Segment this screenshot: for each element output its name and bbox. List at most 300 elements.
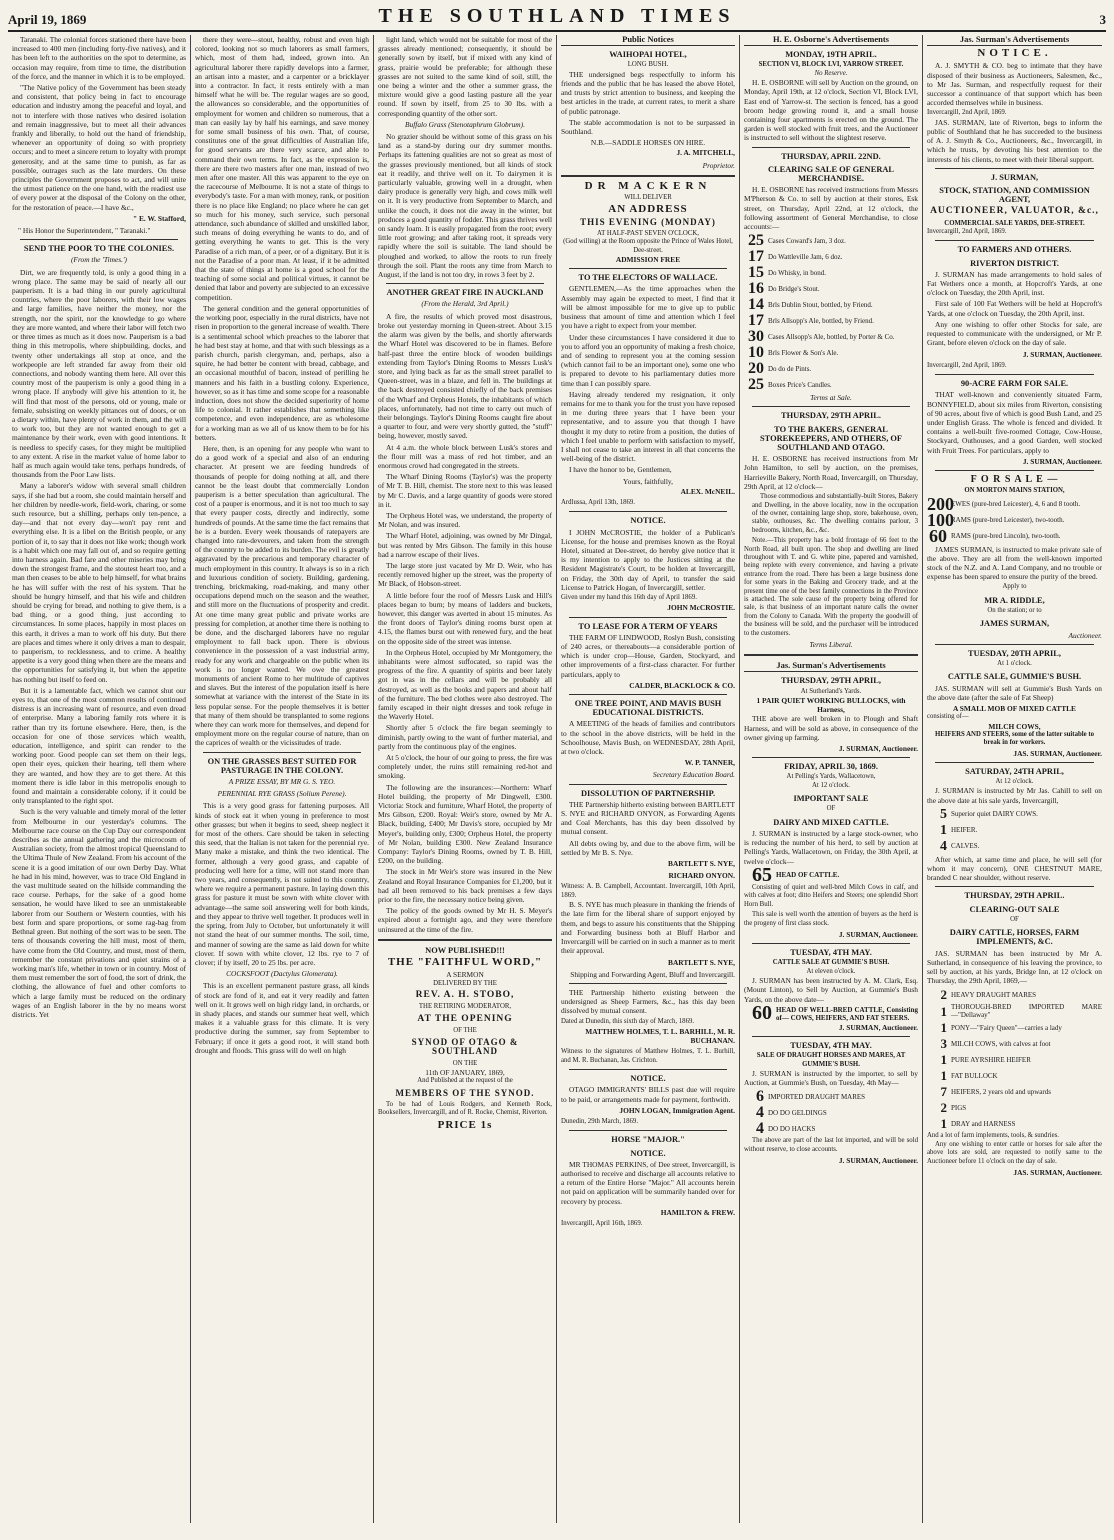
ad-paragraph: THE above are well broken in to Plough and Shaft Harness, and will be sold as above, in consequence of the owner giving up farming. xyxy=(744,714,918,742)
ad-paragraph: H. E. OSBORNE has received instructions from Mr John Hamilton, to sell by auction, on the premises, Harrieville Bakery, North Road, Invercargill, on Thursday, 29th April, at 12 o'clock— xyxy=(744,454,918,491)
lot-item xyxy=(744,297,918,312)
signature-title: Proprietor. xyxy=(702,160,735,170)
sale-location: At Sutherland's Yards. xyxy=(800,687,862,695)
divider xyxy=(561,175,735,177)
lot-quantity: 3 xyxy=(940,1036,947,1052)
lot-item xyxy=(927,1020,1102,1035)
lot-quantity: 1 xyxy=(940,1116,947,1132)
divider xyxy=(935,168,1094,169)
sale-date: TUESDAY, 4TH MAY. xyxy=(790,1040,872,1050)
ad-paragraph: J. SURMAN is instructed by a large stock-owner, who is reducing the number of his herd, to sell by auction at Pelling's Yards, Wallacetown, on Friday, the 30th April, at twelve o'clock— xyxy=(744,829,918,866)
lot-description: Brls Dublin Stout, bottled, by Friend. xyxy=(768,300,873,309)
sale-date: TUESDAY, 4TH MAY. xyxy=(790,948,872,958)
lot-description: CALVES. xyxy=(951,842,980,851)
sale-date: THURSDAY, 29TH APRIL, xyxy=(781,676,881,686)
lot-item xyxy=(744,281,918,296)
signature: J. SURMAN, Auctioneer. xyxy=(838,744,918,754)
column-header: Jas. Surman's Advertisements xyxy=(744,661,918,672)
masthead xyxy=(8,6,1106,32)
sale-note: No Reserve. xyxy=(814,69,848,77)
ad-line: ON THE xyxy=(452,1059,478,1067)
ad-paragraph: J. SURMAN is instructed by the importer, to sell by Auction, at Gummie's Bush, on Tuesday, 4th May— xyxy=(744,1068,918,1088)
divider xyxy=(569,268,727,269)
column-1 xyxy=(8,35,191,1523)
ad-heading: AUCTIONEER, VALUATOR, &c., xyxy=(930,206,1099,217)
signature: J. SURMAN, Auctioneer. xyxy=(838,1022,918,1032)
divider xyxy=(569,983,727,984)
divider xyxy=(752,757,910,758)
article-paragraph: This is an excellent permanent pasture grass, all kinds of stock are fond of it, and eat it very readily and fatten well on it. It grows well on high ridgy land, in orchards, or in shady places, and stands our summer heat well, which makes it a valuable grass for this climate. It is very productive during the summer, say from September to February; if once it gets a good root, it will stand both drought and floods. This grass will do well on high xyxy=(195,981,369,1055)
ad-line: N.B.—SADDLE HORSES ON HIRE. xyxy=(590,138,706,148)
signature: JOHN McCROSTIE. xyxy=(667,603,735,613)
sale-date: THURSDAY, 29TH APRIL. xyxy=(781,411,881,421)
lot-description: Brls Flower & Son's Ale. xyxy=(768,348,839,357)
ad-heading: NOTICE. xyxy=(630,1074,666,1084)
ad-line: (God willing) at the Room opposite the Prince of Wales Hotel, Dee-street. xyxy=(563,238,733,254)
sale-time: At 12 o'clock. xyxy=(811,781,851,789)
divider xyxy=(20,239,178,240)
lot-quantity: 200 xyxy=(927,493,954,514)
article-source: (From the Herald, 3rd April.) xyxy=(421,299,509,309)
sale-title: DAIRY CATTLE, HORSES, FARM IMPLEMENTS, &C. xyxy=(949,928,1080,947)
ad-line: AT THE OPENING xyxy=(417,1013,513,1024)
ad-paragraph: H. E. OSBORNE will sell by Auction on the ground, on Monday, April 19th, at 12 o'clock, Section VI, Block LVI, East end of Yarrow-st. The section is fenced, has a good broom hedge growing round it, and a small house containing four apartments is erected on the ground. The garden is well stocked with fruit trees, and the Auctioneer is instructed to sell without the slightest reserve. xyxy=(744,78,918,143)
lot-description: THOROUGH-BRED IMPORTED MARE—"Dellaway" xyxy=(951,1003,1102,1020)
divider xyxy=(386,283,544,284)
lot-description: RAMS (pure-bred Leicester), two-tooth. xyxy=(951,516,1065,525)
article-paragraph: In the Orpheus Hotel, occupied by Mr Montgomery, the inhabitants were almost suffocated, so rapid was the progress of the fire. A quantity of spirits and beer lately got in was in the cellars and will be probably all destroyed, as well as the books and papers and about half of the furniture. The bed clothes were also destroyed. The family escaped in their night dresses and took refuge in the Waverly Hotel. xyxy=(378,647,552,722)
signature: J. A. MITCHELL, xyxy=(676,148,735,158)
article-paragraph: Here, then, is an opening for any people who want to do a good work of a special and also of an enduring character. At present we are feeding hundreds of thousands of people for doing nothing at all, and there cannot be the least doubt that commercially London pauperism is a better speculation than agricultural. The cost of a pauper is enormous, and it is not too much to say that every pauper costs, directly and indirectly, some hundreds of pounds. At the same time the fact remains that he is a burden. Every week thousands of ratepayers are changed into rate-devourers, and taken from the strength of the country to be added to its burden. The evil is greatly aggravated by the precarious and temporary character of much employment in this country. It always is so in a rich and luxurious condition of society. Building, gardening, trenching, brickmaking, road-making, and many other occupations depend much on the season and the weather, and still more on the fluctuations of prosperity and credit. At one time many great public and private works are pressing for completion, at another time there is nothing to be done, and the discharged laborers have no regular employment to fall back upon. There is obvious convenience in the possession of a vast industrial army, ready for any work and chargeable on the public when its work is no longer wanted. We owe the greatest monuments of ancient Rome to her multitude of captives and slaves. But the interest of the population itself is here somewhat at variance with the interest of the State in its less popular sense. For the people themselves it is better that many of them should be transplanted to some regions where they can work more for themselves, and depend for employment more on the regular course of nature, than on the caprices of wealth or the vicissitudes of trade. xyxy=(195,443,369,748)
lot-quantity: 30 xyxy=(748,328,764,346)
lot-quantity: 1 xyxy=(940,1003,947,1019)
ad-heading: TO THE ELECTORS OF WALLACE. xyxy=(578,273,718,283)
ad-line: REV. A. H. STOBO, xyxy=(415,989,515,1000)
lot-quantity: 7 xyxy=(940,1084,947,1100)
lot-quantity: 60 xyxy=(752,1002,772,1025)
ad-paragraph: I have the honor to be, Gentlemen, xyxy=(569,465,672,475)
section-heading: PERENNIAL RYE GRASS (Solium Perene). xyxy=(217,789,347,799)
lot-item xyxy=(744,1002,918,1025)
sale-time: At 1 o'clock. xyxy=(997,659,1032,667)
sale-title: SALE OF DRAUGHT HORSES AND MARES, AT GUMMIE'S BUSH. xyxy=(756,1052,906,1068)
ad-line: A SMALL MOB OF MIXED CATTLE xyxy=(953,704,1076,713)
ad-line: SYNOD OF OTAGO & SOUTHLAND xyxy=(411,1037,519,1057)
ad-paragraph: A MEETING of the heads of families and contributors to the school in the above districts, will be held in the Schoolhouse, Mavis Bush, on WEDNESDAY, 28th April, at two o'clock. xyxy=(561,719,735,757)
ad-subheading: LONG BUSH. xyxy=(627,61,669,69)
ad-line: Yours, faithfully, xyxy=(623,476,673,486)
signature: BARTLETT S. NYE, xyxy=(668,859,735,869)
section-heading: COCKSFOOT (Dactylus Glomerata). xyxy=(226,969,338,979)
sale-title: SECTION VI, BLOCK LVI, YARROW STREET. xyxy=(758,61,904,69)
ad-line: ADMISSION FREE xyxy=(615,255,681,265)
signature: HAMILTON & FREW. xyxy=(660,1207,735,1217)
lot-list xyxy=(927,987,1102,1131)
ad-heading: TO FARMERS AND OTHERS. xyxy=(957,245,1072,255)
column-header: Jas. Surman's Advertisements xyxy=(927,35,1102,46)
lot-quantity: 16 xyxy=(748,280,764,298)
lot-quantity: 10 xyxy=(748,344,764,362)
column-header: Public Notices xyxy=(561,35,735,46)
divider xyxy=(203,752,361,753)
lot-description: Superior quiet DAIRY COWS. xyxy=(951,810,1038,819)
ad-line: On the station; or to xyxy=(987,606,1042,614)
ad-paragraph: JAS. SURMAN will sell at Gummie's Bush Yards on the above date (after the sale of Fat Sheep) xyxy=(927,683,1102,702)
lot-item xyxy=(744,863,918,886)
ad-paragraph: J. SURMAN is instructed by Mr Jas. Cahill to sell on the above date at his sale yards, Invercargill, xyxy=(927,786,1102,805)
article-paragraph: "The Native policy of the Government has been steady and consistent, that policy being in fact to encourage education and industry among the peaceful and loyal, and not to interfere with those natives who desired isolation and remain inaggressive, but to meet all their advances frankly and liberally, to hold out the hand of friendship, whenever an opportunity of doing so with propriety occurs; and to meet a sincere return to loyalty with prompt generosity, and at the same time to punish, as far as possible, outrages such as the late murders. On these principles the Government proposes to act, and will unite the utmost patience on the one hand, with the readiest use of every power at the disposal of the Colony on the other, for the restoration of peace.—I have &c., xyxy=(12,83,186,212)
lot-item xyxy=(927,823,1102,838)
lot-item xyxy=(744,233,918,248)
sale-title: 1 PAIR QUIET WORKING BULLOCKS, with Harness, xyxy=(756,696,906,715)
column-2 xyxy=(191,35,374,1523)
page-number: 3 xyxy=(1099,12,1106,27)
sale-time: At 12 o'clock. xyxy=(995,778,1034,786)
lot-description: Do Whisky, in bond. xyxy=(768,268,826,277)
ad-heading: NOTICE. xyxy=(630,1148,666,1158)
lot-quantity: 2 xyxy=(940,1100,947,1116)
ad-line: And Published at the request of the xyxy=(417,1077,513,1085)
lot-item xyxy=(927,987,1102,1002)
ad-date: Invercargill, 2nd April, 1869. xyxy=(927,361,1007,369)
issue-date: April 19, 1869 xyxy=(8,12,87,27)
lot-description: Do Bridge's Stout. xyxy=(768,284,820,293)
lot-item xyxy=(744,361,918,376)
ad-paragraph: The stable accommodation is not to be surpassed in Southland. xyxy=(561,117,735,137)
column-3 xyxy=(374,35,557,1523)
ad-paragraph: Consisting of quiet and well-bred Milch Cows in calf, and with calves at foot; ditto Heifers and Steers; one splendid Short Horn Bull. xyxy=(744,883,918,908)
lot-quantity: 15 xyxy=(748,264,764,282)
article-paragraph: Many a laborer's widow with several small children says, if she had but a room, she could maintain herself and her children by needle-work, field-work, charing, or some such resource, but a shilling, perhaps only ten-pence, a day—and that not every day—won't pay rent and everything else. It is a libel on the British people, or any portion of it, to say that it does not like work; though work is a habit which one may fall out of, and so require getting into harness again. Bad fare and other miseries may bring down the strongest frame, and the stoutest heart too, and a man then ceases to be able to help himself, for what brains he has will suffer with the rest of his system. That he should be hungry himself, and that his wife and children should be crying for bread, and nothing to give them, is a bad thing, or a good thing, just according to circumstances. In some places, happily in most places on this earth, it drives a man to work off his duty. But there are places and times where it only drives a man to despair, to pauperism, to recklessness, and to crime. A healthy appetite is a very good thing when there are the means and the opportunities for satisfying it, but when the appetite has nothing but itself to feed on. xyxy=(12,481,186,684)
lot-item xyxy=(744,1121,918,1136)
signature: JOHN LOGAN, Immigration Agent. xyxy=(619,1105,735,1115)
article-heading: ON THE GRASSES BEST SUITED FOR PASTURAGE IN THE COLONY. xyxy=(207,756,357,775)
article-paragraph: Taranaki. The colonial forces stationed there have been increased to 400 men (including forty-five natives), and it has been left to the authorities on the spot to determine, as occasion may require, from time to time, the distribution of the force, and the manner in which it is to be employed. xyxy=(12,35,186,81)
lot-description: RAMS (pure-bred Lincoln), two-tooth. xyxy=(951,532,1061,541)
divider xyxy=(569,617,727,618)
signature-title: Shipping and Forwarding Agent, Bluff and Invercargill. xyxy=(570,969,735,979)
lot-description: EWES (pure-bred Leicester), 4, 6 and 8 tooth. xyxy=(951,500,1081,509)
lot-item xyxy=(744,377,918,392)
ad-paragraph: Under these circumstances I have considered it due to you to afford you an opportunity of making a fresh choice, and of sending to represent you at the coming session (which cannot fail to be an important one), some one who is prepared to devote to his parliamentary duties more time than I can possibly spare. xyxy=(561,332,735,388)
sale-title: IMPORTANT SALE xyxy=(793,794,869,804)
lot-description: PONY—"Fairy Queen"—carries a lady xyxy=(951,1023,1062,1032)
sale-title: TO THE BAKERS, GENERAL STOREKEEPERS, AND OTHERS, OF SOUTHLAND AND OTAGO. xyxy=(759,424,903,453)
ad-heading: NOTICE. xyxy=(630,516,666,526)
divider xyxy=(935,644,1094,645)
lot-list xyxy=(744,1089,918,1136)
divider xyxy=(569,1069,727,1070)
ad-paragraph: Any one wishing to offer other Stocks for sale, are requested to communicate with the undersigned, or Mr P. Grant, before eleven o'clock on the day of sale. xyxy=(927,319,1102,348)
terms: Terms at Sale. xyxy=(810,393,852,403)
sale-date: THURSDAY, 29TH APRIL. xyxy=(964,891,1065,901)
lot-item xyxy=(927,1084,1102,1099)
signature: J. SURMAN, Auctioneer. xyxy=(1022,456,1102,466)
ad-paragraph: GENTLEMEN,—As the time approaches when the Assembly may again be expected to meet, I find that it will be almost impossible for me to give up to public business that amount of time and attention which I feel you have a right to expect from your member. xyxy=(561,284,735,331)
article-paragraph: A fire, the results of which proved most disastrous, broke out yesterday morning in Queen-street. About 3.15 the alarm was given by the bells, and shortly afterwards the Wharf Hotel was discovered to be in flames. Before half-past three the entire block of wooden buildings extending from Taylor's Dining Rooms to Messrs Lusk's store, and lying back as far as the small street parallel to Queen-street, was in a blaze, and fell in. The buildings at the back destroyed consisted chiefly of the back premises of the Wharf and Orpheus Hotels, the inhabitants of which places, unfortunately, had not time to carry out much of their belongings. Taylor's Dining Rooms caught fire about a quarter to four, and were very shortly gutted, the "stuff" being, however, mostly saved. xyxy=(378,311,552,441)
divider xyxy=(935,240,1094,241)
lot-quantity: 25 xyxy=(748,232,764,250)
lot-description: HEIFER. xyxy=(951,826,978,835)
ad-line: To be had of Louis Rodgers, and Kenneth Rock, Booksellers, Invercargill, and of R. Rocke, Chemist, Riverton. xyxy=(378,1100,552,1117)
signature: CALDER, BLACKLOCK & CO. xyxy=(629,680,735,690)
sale-title: CATTLE SALE, GUMMIE'S BUSH. xyxy=(947,672,1082,682)
article-paragraph: The general condition and the general opportunities of the working poor, especially in the rural districts, have not risen in proportion to the general increase of wealth. There is a sentimental school which preaches to the laborer that he had best stay at home, and that with such blessings as a parish church, parish clergyman, and, perhaps, also a squire, he had better be content with bread, cabbage, and an occasional mouthful of bacon, instead of perilling he manners and his faith in a bustling colony. Experience, however, so as it has time and some scope for a reasonable induction, does not show the decided superiority of home life to colonial. It rather establishes that something like competence, and even independence, are as wholesome for a working man as we all of us know them to be for his betters. xyxy=(195,303,369,442)
address: " His Honor the Superintendent, " Taranaki." xyxy=(18,226,151,236)
signature: J. SURMAN, Auctioneer. xyxy=(838,929,918,939)
ad-title: DR MACKERN xyxy=(584,179,712,192)
lot-quantity: 1 xyxy=(940,1068,947,1084)
column-4 xyxy=(557,35,740,1523)
signature: " E. W. Stafford, xyxy=(133,213,186,223)
witness: Witness to the signatures of Matthew Holmes, T. L. Burhill, and M. R. Buchanan, Jas. Crichton. xyxy=(561,1048,735,1064)
lot-item xyxy=(927,1068,1102,1083)
ad-paragraph: THE Partnership hitherto existing between BARTLETT S. NYE and RICHARD ONYON, as Forwarding Agents and Coal Merchants, has this day been dissolved by mutual consent. xyxy=(561,799,735,837)
ad-paragraph: After which, at same time and place, he will sell (for whom it may concern), ONE CHESTNUT MARE, branded C near shoulder, without reserve. xyxy=(927,854,1102,883)
column-6 xyxy=(923,35,1106,1523)
ad-heading: ONE TREE POINT, AND MAVIS BUSH EDUCATIONAL DISTRICTS. xyxy=(574,699,722,718)
lot-item xyxy=(927,1052,1102,1067)
article-byline: A PRIZE ESSAY, BY MR G. S. YEO. xyxy=(228,777,336,787)
sale-title: CLEARING-OUT SALE xyxy=(969,904,1060,914)
lot-description: DO DO HACKS xyxy=(768,1124,816,1133)
lot-item xyxy=(927,1003,1102,1019)
article-paragraph: Dirt, we are frequently told, is only a good thing in a wrong place. The same may be said of nearly all our pauperism. It is a bad thing in our purely agricultural countries, where the poor laborers, with their low wages and large families, have neither the money, nor the strength, nor the spirit, nor the knowledge to go where they are more wanted, and where their labor will fetch two or three times as much as it does now. Pauperism is a bad thing in this metropolis, where shipbuilding, docks, and twenty other undertakings all stop at once, and the workpeople are left stranded far away from their old connections, and nobody wanting them here. All over this country most of the pauperism is only a good thing in a wrong place. If anybody will give his attention to it, he will find that most of the persons, old or young, male or female, subsisting on weekly pittances out of doors, or on a dietary within, have plenty of work in them, and the will to work too, but they are not wanted enough to get a maintenance by their work, even with good intentions. It is needless to specify cases, for they might be multiplied to any extent. A rise in the market value of home labor to half as much again would take tens, perhaps hundreds, of thousands from the Poor Law lists. xyxy=(12,267,186,480)
lot-item xyxy=(744,265,918,280)
signature: W. P. TANNER, xyxy=(684,758,735,768)
ad-heading: J. SURMAN, xyxy=(990,172,1039,182)
ad-heading: TO LEASE FOR A TERM OF YEARS xyxy=(578,621,718,631)
ad-line: DELIVERED BY THE xyxy=(433,979,497,987)
article-paragraph: At 5 o'clock, the hour of our going to press, the fire was completely under, the ruins still remaining red-hot and smoking. xyxy=(378,753,552,781)
lot-item xyxy=(744,329,918,344)
divider xyxy=(935,886,1094,887)
ad-paragraph: JAS. SURMAN has been instructed by Mr A. Sutherland, in consequence of his leaving the province, to sell by auction, at his yards, Bridge Inn, at 12 o'clock on Thursday, the 29th April, 1869,— xyxy=(927,948,1102,986)
ad-paragraph: J. SURMAN has made arrangements to hold sales of Fat Wethers once a month, at Hopcroft's Yards, at one o'clock on Tuesday, the 20th April, inst. xyxy=(927,269,1102,298)
lot-item xyxy=(744,345,918,360)
lot-quantity: 4 xyxy=(756,1104,764,1122)
article-paragraph: The Orpheus Hotel was, we understand, the property of Mr Nolan, and was insured. xyxy=(378,510,552,530)
ad-paragraph: JAMES SURMAN, is instructed to make private sale of the above. They are all from the well-known imported stock of the N.Z. and A. Land Company, and no trouble or expense has been spared to ensure the purity of the breed. xyxy=(927,544,1102,582)
article-paragraph: But it is a lamentable fact, which we cannot shut our eyes to, that one of the most common results of continued distress is an increasing want of resource, and even dread of enterprise. Many a laboring family rots where it is rather than try its fortune elsewhere. Here, then, is the occasion for one of those services which wealth, education, intelligence, and spirit can render to the working poor. Good people can set them on their legs, open their eyes, quicken their hearing, tell them where they are wanted, and how they are to get there. At this moment there is idle labor in this metropolis enough to found and maintain a considerable colony, if it could be only transplanted to the right spot. xyxy=(12,685,186,806)
article-paragraph: No grazier should be without some of this grass on his land as a stand-by during our dry summer months. Perhaps its fattening qualities are not so great as most of the grasses previously mentioned, but all kinds of stock eat it readily, and thrive well on it. To dairymen it is particularly valuable, growing well in a drought, when dairy produce is generally very high, and cows milk well on it. It is very productive from September to March, and unlike the couch, it does not die away in the winter, but produces a good quantity of fodder. This grass thrives well on sandy loam. It is easily propagated from the root; every little root growing; and after taking root, it spreads very rapidly where the soil is suitable. The land should be ploughed and worked, to allow the roots to run freely through the soil. Plant the roots any time from March to August, if the land is not too dry, in rows 3 feet by 2. xyxy=(378,132,552,280)
sale-date: THURSDAY, APRIL 22ND. xyxy=(781,151,881,161)
ad-heading: 90-ACRE FARM FOR SALE. xyxy=(960,379,1069,389)
article-paragraph: Such is the very valuable and timely moral of the letter from Melbourne in our yesterday's columns. The Melbourne race course on the Cup Day our correspondent describes as the annual gathering and the microcosm of Australian society, from the almost tropical Queensland to the Ultima Thule of New Zealand. From his account of the scene it is a good imitation of our own Derby Day. What he had in his mind, however, was to trace Old England in the vast multitude seated on the hillside commanding the race course. Perhaps, for the sake of a good home sensation, he would have liked to see an unmistakeable laborer from our Southern or Western counties, with his best form and spare proportions, or some rag-bag from Bethnal green. But nothing of the sort was to be seen. The tens of thousands covering the hill must, most of them, have come from the Old Country, and must, most of them, remember the constant privations and quiet strains of a working man's life, whether in town or in country. Most of them must remember the sort of food, the sort of drink, the clothing, the allowance of fuel and other comforts to which a large family must be reduced on the ordinary wages of an English laborer in the by no means worst districts. Yet xyxy=(12,807,186,1019)
lot-item xyxy=(927,1116,1102,1131)
article-paragraph: A little before four the roof of Messrs Lusk and Hill's places began to burn; by means of ladders and buckets, however, this danger was averted in about 15 minutes. As the front doors of Taylor's dining rooms burst open at 4.15, the flames burst out with renewed fury, and the heat on the opposite side of the street was intense. xyxy=(378,590,552,646)
lot-description: DRAY and HARNESS xyxy=(951,1119,1016,1128)
columns xyxy=(8,35,1106,1523)
ad-paragraph: THAT well-known and conveniently situated Farm, BONNYFIELD, about six miles from Riverton, consisting of 90 acres, about five of which is good Bush Land, and 25 under English Grass. The whole is fenced and divided. It contains a well-built five-roomed Cottage, Cow-House, Stockyard, Outhouses, and a good Garden, well stocked with Fruit Trees. For particulars, apply to xyxy=(927,390,1102,455)
lot-quantity: 17 xyxy=(748,312,764,330)
ad-heading: WAIHOPAI HOTEL, xyxy=(609,50,687,60)
lot-item xyxy=(744,249,918,264)
article-paragraph: The large store just vacated by Mr D. Weir, who has recently removed higher up the street, was the property of Mr Black, of Hobson-street. xyxy=(378,560,552,589)
divider xyxy=(378,939,552,941)
ad-line: Apply to xyxy=(1002,583,1027,591)
article-paragraph: This is a very good grass for fattening purposes. All kinds of stock eat it when young in preference to most other grasses; but when it begins to seed, sheep neglect it for most of the others. Care should be taken in selecting this seed, that the Italian is not taken for the perennial rye. Many make a mistake, and think the two identical. The former, although a very good grass, and capable of producing well here for a time, will not stand more than two years, and consequently, is not suited to this country, where we require a permanent pasture. In laying down this grass for pasture it must be sown with white clover with advantage—the same soil answering well for both kinds, and they appear to thrive well together. It produces well in the spring, from July to October, but unfortunately it will not stand the heat of our summer months. The soil, time, and manner of sowing are the same as laid down for white clover. If sown with white clover, 12 lbs. rye to 7 of clover; if by itself, 20 to 25 lbs. per acre. xyxy=(195,801,369,967)
divider xyxy=(752,406,910,407)
ad-paragraph: J. SURMAN has been instructed by A. M. Clark, Esq. (Mount Linton), to Sell by Auction, at Gummie's Bush Yards, on the above date— xyxy=(744,976,918,1004)
sale-title: CATTLE SALE AT GUMMIE'S BUSH. xyxy=(772,959,890,967)
lot-description: Do Wattleville Jam, 6 doz. xyxy=(768,252,843,261)
ad-paragraph: JAS. SURMAN, late of Riverton, begs to inform the public of Southland that he has succeeded to the business of A. J. Smyth & Co., Auctioneers, &c., Invercargill, in which he trusts, by devoting his best attention to the interests of his clients, to meet with their liberal support. xyxy=(927,117,1102,164)
divider xyxy=(569,511,727,512)
sale-time: At eleven o'clock. xyxy=(806,967,856,975)
ad-date: Invercargill, April 16th, 1869. xyxy=(561,1219,643,1227)
ad-line: OF THE xyxy=(453,1026,477,1034)
column-5 xyxy=(740,35,923,1523)
ad-date: Invercargill, 2nd April, 1869. xyxy=(927,228,1007,236)
lot-description: Brls Allsopp's Ale, bottled, by Friend. xyxy=(768,316,874,325)
lot-item xyxy=(744,1089,918,1104)
ad-line: HEIFERS AND STEERS, some of the latter suitable to break in for workers. xyxy=(934,730,1095,747)
lot-item xyxy=(927,1036,1102,1051)
ad-paragraph: OTAGO IMMIGRANTS' BILLS past due will require to be paid, or arrangements made for payment, forthwith. xyxy=(561,1085,735,1104)
lot-item xyxy=(744,313,918,328)
lot-item xyxy=(927,807,1102,822)
witness: Witness: A. B. Campbell, Accountant. Invercargill, 10th April, 1869. xyxy=(561,883,735,899)
ad-heading: HORSE "MAJOR." xyxy=(611,1135,685,1145)
ad-paragraph: MR THOMAS PERKINS, of Dee street, Invercargill, is authorised to receive and discharge all accounts relative to a return of the Entire Horse "Major." All accounts herein not paid on application will be summarily handed over for recovery by process. xyxy=(561,1159,735,1206)
ad-heading: DISSOLUTION OF PARTNERSHIP. xyxy=(580,788,716,798)
lot-item xyxy=(744,1105,918,1120)
signature: J. SURMAN, Auctioneer. xyxy=(1022,349,1102,359)
lot-description: PIGS xyxy=(951,1103,967,1112)
ad-heading: RIVERTON DISTRICT. xyxy=(970,258,1059,268)
lot-quantity: 17 xyxy=(748,248,764,266)
lot-list xyxy=(744,233,918,392)
ad-paragraph: A. J. SMYTH & CO. beg to intimate that they have disposed of their business as Auctioneers, Salesmen, &c., to Mr Jas. Surman, and respectfully request for their successor a continuance of that support which has been accorded themselves while in business. xyxy=(927,61,1102,108)
newspaper-title: THE SOUTHLAND TIMES xyxy=(378,5,736,27)
signature: JAS. SURMAN, Auctioneer. xyxy=(1013,748,1102,758)
article-paragraph: At 4 a.m. the whole block between Lusk's stores and the flour mill was a mass of red hot timber, and an enormous crowd had congregated in the streets. xyxy=(378,442,552,470)
sale-date: MONDAY, 19TH APRIL. xyxy=(785,50,877,60)
article-paragraph: light land, which would not be suitable for most of the grasses already mentioned; consequently, it should be generally sown by itself, but if mixed with any kind of grass, prairie would be preferable; for although these grasses are not suited to the same kind of soil, still, the one being a winter and the other a summer grass, the mixture would give a good lasting pasture all the year round. If sown by itself, from 25 to 30 lbs. with a corresponding quantity of the other sort. xyxy=(378,35,552,118)
ad-paragraph: Note.—This property has a bold frontage of 66 feet to the North Road, all built upon. The shop and dwelling are lined throughout with T. and G. white pine, papered and varnished, being replete with every convenience, and having a private entrance from the road. There has been a large business done for some years in the Baking and Grocery trade, and at the present time one of the best family connections in the Province is attached. The sole cause of the property being offered for sale, is that business of an important nature calls the owner from the Colony to Canada. With the property the goodwill of the business will be sold, and the purchaser will be introduced to the customers. xyxy=(744,537,918,637)
divider xyxy=(752,943,910,944)
lot-quantity: 20 xyxy=(748,360,764,378)
lot-quantity: 1 xyxy=(940,1020,947,1036)
lot-description: Boxes Price's Candles. xyxy=(768,380,832,389)
ad-paragraph: THE undersigned begs respectfully to inform his friends and the public that he has leased the above Hotel, and trusts by strict attention to business, and keeping the best articles in the trade, at current rates, to merit a share of public patronage. xyxy=(561,69,735,116)
divider xyxy=(569,784,727,785)
column-header: H. E. Osborne's Advertisements xyxy=(744,35,918,46)
lot-list xyxy=(927,493,1102,546)
signature: MR A. RIDDLE, xyxy=(984,595,1045,605)
lot-quantity: 6 xyxy=(756,1088,764,1106)
ad-title: THE "FAITHFUL WORD," xyxy=(387,956,543,969)
signature: J. SURMAN, Auctioneer. xyxy=(838,1156,918,1166)
terms: Terms Liberal. xyxy=(809,640,853,649)
ad-paragraph: First sale of 100 Fat Wethers will be held at Hopcroft's Yards, at one o'clock on Tuesday, the 20th April, inst. xyxy=(927,299,1102,318)
sale-date: FRIDAY, APRIL 30, 1869. xyxy=(784,762,878,772)
signature-title: Auctioneer. xyxy=(1068,630,1102,640)
ad-line: 11th OF JANUARY, 1869, xyxy=(425,1067,505,1077)
divider xyxy=(935,374,1094,375)
ad-line: consisting of— xyxy=(927,713,969,721)
sale-location: At Pelling's Yards, Wallacetown, xyxy=(786,773,876,781)
ad-paragraph: I JOHN McCROSTIE, the holder of a Publican's License, for the house and premises known as the Royal Hotel, situated at Dee-street, do hereby give notice that it is my intention to apply to the Justices sitting at the Resident Magistrate's Court, to be holden at Invercargill, on Friday, the 30th day of April, to transfer the said License to Patrick Hogan, of Invercargill, settler. xyxy=(561,527,735,592)
sale-date: TUESDAY, 20TH APRIL, xyxy=(968,648,1061,658)
article-paragraph: The Wharf Hotel, adjoining, was owned by Mr Dingal, but was rented by Mrs Gibson. The family in this house had a narrow escape of their lives. xyxy=(378,531,552,559)
ad-line: MILCH COWS, xyxy=(988,721,1041,731)
lot-list xyxy=(927,807,1102,854)
lot-quantity: 25 xyxy=(748,376,764,394)
ad-line: And a lot of farm implements, tools, & sundries. xyxy=(927,1132,1059,1140)
lot-quantity: 1 xyxy=(940,822,947,838)
article-paragraph: The stock in Mr Weir's store was insured in the New Zealand and Royal Insurance Companies for £1,200, but it had all been removed to his back premises a few days prior to the fire, the necessary notice being given. xyxy=(378,867,552,905)
ad-paragraph: The above are part of the last lot imported, and will be sold without reserve, to close accounts. xyxy=(744,1137,918,1153)
ad-line: THE RETIRING MODERATOR, xyxy=(418,1003,512,1011)
ad-date: Dated at Dunedin, this sixth day of March, 1869. xyxy=(561,1017,695,1025)
lot-description: FAT BULLOCK xyxy=(951,1071,998,1080)
ad-line: THIS EVENING (MONDAY) xyxy=(580,216,716,227)
signature: BARTLETT S. NYE, xyxy=(668,957,735,967)
divider xyxy=(569,694,727,695)
ad-paragraph: Those commodious and substantially-built Stores, Bakery and Dwelling, in the above locality, now in the occupation of the owner, containing large shop, store, bakehouse, oven, stable, outhouses, &c. The dwelling contains parlour, 3 bedrooms, kitchen, &c., &c. xyxy=(752,493,918,534)
ad-date: Invercargill, 2nd April, 1869. xyxy=(927,109,1007,117)
lot-quantity: 2 xyxy=(940,987,947,1003)
lot-quantity: 1 xyxy=(940,1052,947,1068)
lot-item xyxy=(927,1100,1102,1115)
ad-line: A SERMON xyxy=(446,970,484,980)
sale-title: DAIRY AND MIXED CATTLE. xyxy=(773,817,889,827)
ad-price: PRICE 1s xyxy=(437,1118,493,1131)
ad-date: Dunedin, 29th March, 1869. xyxy=(561,1117,639,1125)
lot-description: HEIFERS, 2 years old and upwards xyxy=(951,1087,1051,1096)
ad-line: MEMBERS OF THE SYNOD. xyxy=(395,1087,535,1098)
lot-description: MILCH COWS, with calves at foot xyxy=(951,1039,1051,1048)
lot-quantity: 100 xyxy=(927,509,954,530)
ad-paragraph: Having already tendered my resignation, it only remains for me to thank you for the trust you have reposed in me during three years that I have been your representative, and to assure you that though I have thought it my duty to retire from a position, the duties of which I feel unable to perform with satisfaction to myself, I shall not cease to take an interest in all that concerns the well-being of the district. xyxy=(561,389,735,464)
ad-paragraph: THE FARM OF LINDWOOD, Roslyn Bush, consisting of 240 acres, or thereabouts—a considerable portion of which is under crop—House, Garden, Stockyard, and other improvements of a first-class character. For further particulars, apply to xyxy=(561,632,735,679)
lot-description: Cases Coward's Jam, 3 doz. xyxy=(768,236,846,245)
ad-line: WILL DELIVER xyxy=(624,194,672,202)
ad-paragraph: THE Partnership hitherto existing between the undersigned as Sheep Farmers, &c., has this day been dissolved by mutual consent. xyxy=(561,987,735,1016)
divider xyxy=(752,1036,910,1037)
divider xyxy=(569,1130,727,1131)
sale-title: OF xyxy=(826,805,836,813)
lot-quantity: 4 xyxy=(940,838,947,854)
lot-description: PURE AYRSHIRE HEIFER xyxy=(951,1055,1031,1064)
signature: MATTHEW HOLMES, T. L. BARHILL, M. R. BUCHANAN. xyxy=(585,1026,735,1046)
ad-heading: F O R S A L E — xyxy=(970,473,1059,485)
lot-item xyxy=(927,509,1102,530)
ad-date: Given under my hand this 16th day of April 1869. xyxy=(561,593,697,601)
lot-description: HEAD OF CATTLE. xyxy=(776,871,840,880)
article-paragraph: The policy of the goods owned by Mr H. S. Meyer's expired about a fortnight ago, and they were therefore uninsured at the time of the fire. xyxy=(378,906,552,934)
ad-line: COMMERCIAL SALE YARDS, DEE-STREET. xyxy=(944,219,1085,227)
ad-heading: STOCK, STATION, AND COMMISSION AGENT, xyxy=(939,186,1090,205)
signature-title: Secretary Education Board. xyxy=(652,770,735,780)
sale-date: SATURDAY, 24TH APRIL, xyxy=(965,766,1064,776)
ad-line: ON MORTON MAINS STATION, xyxy=(964,487,1065,495)
ad-paragraph: This sale is well worth the attention of buyers as the herd is the progeny of first class stock. xyxy=(744,911,918,927)
ad-paragraph: All debts owing by, and due to the above firm, will be settled by Mr B. S. Nye. xyxy=(561,838,735,857)
article-heading: ANOTHER GREAT FIRE IN AUCKLAND xyxy=(386,288,544,298)
article-source: (From the 'Times.') xyxy=(70,255,128,265)
signature: JAS. SURMAN, Auctioneer. xyxy=(1013,1168,1102,1178)
lot-item xyxy=(927,525,1102,546)
lot-quantity: 4 xyxy=(756,1120,764,1138)
ad-line: AN ADDRESS xyxy=(608,203,688,216)
article-paragraph: there they were—stout, healthy, robust and even high colored, looking not so much laborers as small farmers, which, most of them had, indeed, grown into. An agricultural laborer there rapidly develops into a farmer, an artisan into a master, and a carpenter or a bricklayer into a contractor. In fact, it rests entirely with a man himself what he will be. The regular wages are so good, the allowances so considerable, and the opportunities of employment for women and children so numerous, that a man can easily lay by half his earnings, and save money for some small business of his own. That, of course, constitutes one of the great difficulties of Australian life, for good servants are there very scarce, and able to command their own terms. In fact, as the expression is, there are there two masters after one man, instead of two men after one master. All this was apparent to the eye on the racecourse of Melbourne. It is not a state of things to everybody's taste. For a man with money, rank, or position there is no place like England; no place where he can get so much for his money, such service, such personal attendance, such abundance of skilled and unskilled labor, such means of doing everything he wants to do, and of getting everything he wants to get. This is the very Paradise of a rich man, of a peer, or of a dignitary. But it is not the Paradise of a poor man. At least, if it be admitted that the state of things at home is a good school for the teaching of some social and political virtues, it cannot be denied that labor and poverty are subjected to an excessive competition. xyxy=(195,35,369,302)
section-heading: Buffalo Grass (Stenotaphrum Globrum). xyxy=(405,119,525,129)
signature: JAMES SURMAN, xyxy=(979,619,1050,629)
divider xyxy=(744,654,918,656)
